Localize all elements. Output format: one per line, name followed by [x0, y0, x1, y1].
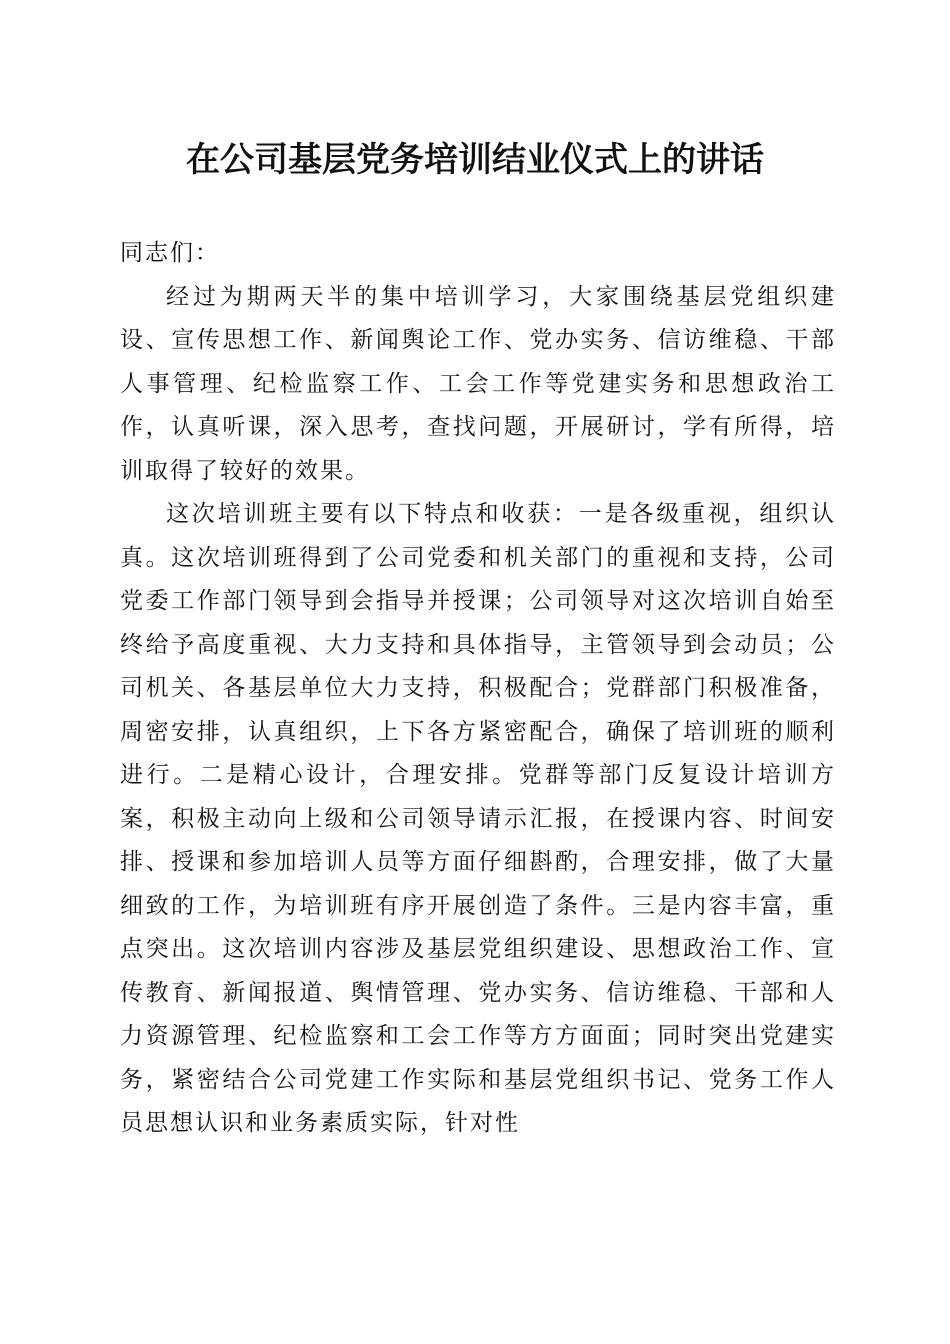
paragraph-2: 这次培训班主要有以下特点和收获：一是各级重视，组织认真。这次培训班得到了公司党委和机关部门的重视和支持，公司党委工作部门领导到会指导并授课；公司领导对这次培训自始至终给予高度重视、大力支持和具体指导，主管领导到会动员；公司机关、各基层单位大力支持，积极配合；党群部门积极准备，周密安排，认真组织，上下各方紧密配合，确保了培训班的顺利进行。二是精心设计，合理安排。党群等部门反复设计培训方案，积极主动向上级和公司领导请示汇报，在授课内容、时间安排、授课和参加培训人员等方面仔细斟酌，合理安排，做了大量细致的工作，为培训班有序开展创造了条件。三是内容丰富，重点突出。这次培训内容涉及基层党组织建设、思想政治工作、宣传教育、新闻报道、舆情管理、党办实务、信访维稳、干部和人力资源管理、纪检监察和工会工作等方方面面；同时突出党建实务，紧密结合公司党建工作实际和基层党组织书记、党务工作人员思想认识和业务素质实际，针对性: [120, 501, 836, 1136]
document-body: [120, 232, 836, 1146]
paragraph-1: 经过为期两天半的集中培训学习，大家围绕基层党组织建设、宣传思想工作、新闻舆论工作、党办实务、信访维稳、干部人事管理、纪检监察工作、工会工作等党建实务和思想政治工作，认真听课，深入思考，查找问题，开展研讨，学有所得，培训取得了较好的效果。: [120, 283, 836, 484]
document-title: 在公司基层党务培训结业仪式上的讲话: [186, 140, 764, 180]
salutation: 同志们：: [120, 240, 220, 266]
